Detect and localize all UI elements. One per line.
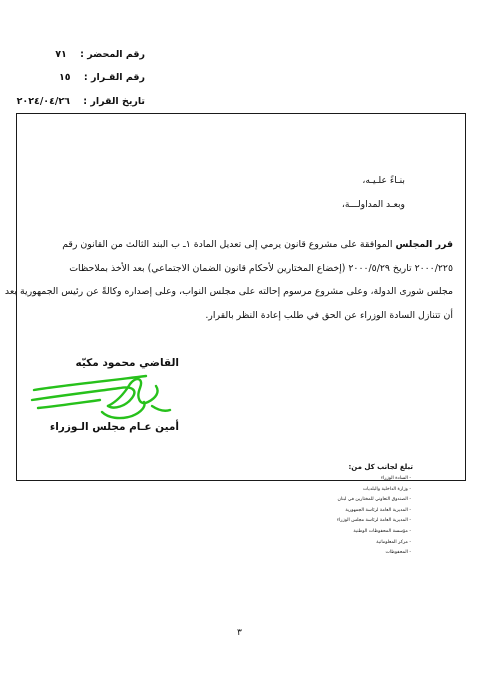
distribution-item: - مركز المعلوماتية [376,539,411,545]
decision-line-4: أن تتنازل السادة الوزراء عن الحق في طلب إعادة النظر بالقرار. [205,310,453,321]
distribution-item: - مؤسسة المحفوظات الوطنية [353,528,411,534]
distribution-item: - المحفوظات [385,550,411,556]
decision-line-2: ٢٠٠٠/٢٢٥ تاريخ ٢٠٠٠/٥/٢٩ (إخضاع المختارين لأحكام قانون الضمان الاجتماعي) بعد الأخذ بملاحظات [69,263,453,274]
minutes-number-row [55,49,145,60]
distribution-item: - السادة الوزراء [380,476,411,481]
distribution-list [151,474,411,559]
minutes-number-label: رقم المحضر : [80,49,145,60]
signatory-title: أمين عـام مجلس الـوزراء [49,421,179,433]
decision-lead: قرر المجلس [395,239,453,250]
signatory-name: القاضي محمود مكيّه [75,357,179,369]
decision-date-label: تاريخ القرار : [83,96,145,107]
decision-line-1 [62,239,453,250]
decision-number-row [59,72,145,83]
distribution-item: - المديرية العامة لرئاسة الجمهورية [345,507,411,513]
decision-date-value: ٢٠٢٤/٠٤/٢٦ [16,96,70,107]
minutes-number-value: ٧١ [55,49,67,60]
decision-number-value: ١٥ [58,72,71,83]
decision-date-row [17,96,145,107]
page-number: ٣ [237,628,242,638]
preamble-line-1: بنـاءً علـيـه، [362,175,405,186]
decision-line-1-text: الموافقة على مشروع قانون يرمي إلى تعديل المادة ١ـ ب البند الثالث من القانون رقم [62,239,396,250]
distribution-item: - الصندوق التعاوني للمختارين في لبنان [337,497,411,503]
handwritten-signature [28,366,178,426]
preamble-line-2: وبعـد المداولـــة، [341,199,405,210]
decision-number-label: رقم القـرار : [83,72,145,83]
distribution-item: - وزارة الداخلية والبلديات [362,486,411,492]
distribution-title: تبلغ لجانب كل من: [348,463,413,471]
distribution-item: - المديرية العامة لرئاسة مجلس الوزراء [336,518,411,524]
decision-line-3: مجلس شورى الدولة، وعلى مشروع مرسوم إحالته على مجلس النواب، وعلى إصداره وكالةً عن رئيس الجمهورية بعد [4,286,453,297]
